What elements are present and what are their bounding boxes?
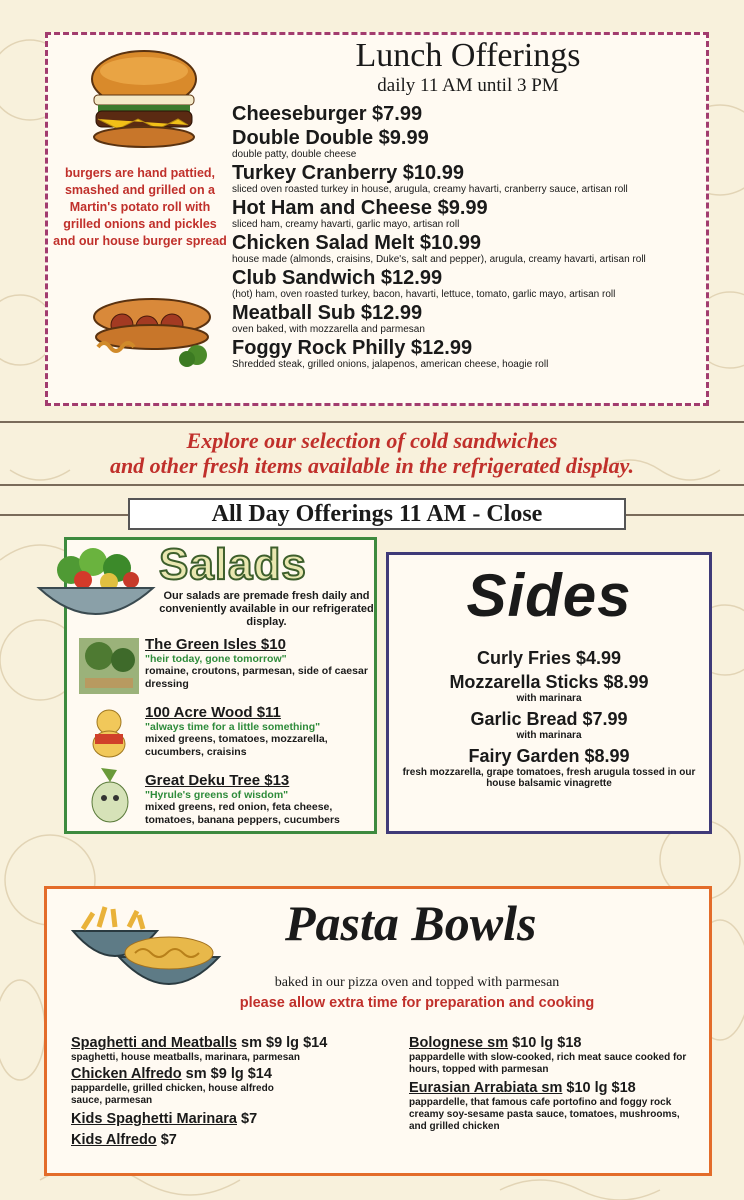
side-item: Garlic Bread $7.99 with marinara <box>470 709 628 741</box>
burger-note: burgers are hand pattied, smashed and grilled on a Martin's potato roll with grilled onions and pickles and our house burger spread <box>53 166 227 248</box>
pasta-item: Kids Spaghetti Marinara $7 <box>71 1111 258 1127</box>
pasta-bowls-panel <box>44 886 712 1176</box>
explore-line-1: Explore our selection of cold sandwiches <box>186 428 558 453</box>
salads-panel <box>64 537 377 834</box>
lunch-title: Lunch Offerings <box>355 37 581 74</box>
lunch-offerings-panel <box>45 32 709 406</box>
green-isles-illustration <box>79 638 139 694</box>
pasta-right-column <box>409 1035 689 1133</box>
salad-item: The Green Isles $10 "heir today, gone tomorrow" romaine, croutons, parmesan, side of caesar dressing <box>145 636 368 690</box>
meatball-sub-illustration <box>92 287 218 371</box>
side-item: Mozzarella Sticks $8.99 with marinara <box>449 672 649 704</box>
salad-bowl-illustration <box>31 540 161 630</box>
explore-line-2: and other fresh items available in the refrigerated display. <box>109 453 635 478</box>
pasta-title: Pasta Bowls <box>285 895 537 951</box>
lunch-item: Cheeseburger $7.99 <box>232 103 423 125</box>
sides-list <box>389 647 709 789</box>
pasta-left-column <box>71 1035 371 1149</box>
allday-header: All Day Offerings 11 AM - Close <box>128 498 626 530</box>
lunch-item: Chicken Salad Melt $10.99 house made (almonds, craisins, Duke's, salt and pepper), arugula, creamy havarti, artisan roll <box>232 232 646 265</box>
lunch-item: Foggy Rock Philly $12.99 Shredded steak, grilled onions, jalapenos, american cheese, hoagie roll <box>232 337 549 370</box>
winnie-the-pooh-icon <box>85 706 133 758</box>
korok-icon <box>87 766 133 826</box>
cheeseburger-illustration <box>86 49 202 149</box>
pasta-subtitle: baked in our pizza oven and topped with parmesan <box>274 975 560 990</box>
pasta-warning: please allow extra time for preparation and cooking <box>239 995 595 1011</box>
lunch-hours: daily 11 AM until 3 PM <box>377 75 559 96</box>
pasta-item: Kids Alfredo $7 <box>71 1132 177 1148</box>
lunch-item: Double Double $9.99 double patty, double cheese <box>232 127 429 160</box>
salads-title: Salads <box>159 540 307 589</box>
pasta-item: Eurasian Arrabiata sm $10 lg $18 pappardelle, that famous cafe portofino and foggy rock creamy soy-sesame pasta sauce, tomatoes, mushrooms, and grilled chicken <box>409 1080 680 1132</box>
salads-description: Our salads are premade fresh daily and conveniently available in our refrigerated display. <box>159 590 374 628</box>
sides-title: Sides <box>466 562 632 629</box>
side-item: Curly Fries $4.99 <box>476 648 622 668</box>
pasta-item: Chicken Alfredo sm $9 lg $14 pappardelle, grilled chicken, house alfredo sauce, parmesan <box>71 1066 274 1106</box>
lunch-item: Hot Ham and Cheese $9.99 sliced ham, creamy havarti, garlic mayo, artisan roll <box>232 197 488 230</box>
section-divider <box>0 421 744 423</box>
pasta-item: Spaghetti and Meatballs sm $9 lg $14 spaghetti, house meatballs, marinara, parmesan <box>71 1035 328 1063</box>
salad-item: Great Deku Tree $13 "Hyrule's greens of wisdom" mixed greens, red onion, feta cheese, tomatoes, banana peppers, cucumbers <box>145 772 340 826</box>
section-divider <box>0 484 744 486</box>
lunch-item: Meatball Sub $12.99 oven baked, with mozzarella and parmesan <box>232 302 425 335</box>
lunch-item: Turkey Cranberry $10.99 sliced oven roasted turkey in house, arugula, creamy havarti, cranberry sauce, artisan roll <box>232 162 628 195</box>
lunch-item: Club Sandwich $12.99 (hot) ham, oven roasted turkey, bacon, havarti, lettuce, tomato, garlic mayo, artisan roll <box>232 267 616 300</box>
pasta-bowls-illustration <box>69 901 229 1001</box>
sides-panel <box>386 552 712 834</box>
side-item: Fairy Garden $8.99 fresh mozzarella, grape tomatoes, fresh arugula tossed in our house balsamic vinagrette <box>402 746 696 789</box>
explore-banner <box>0 428 744 478</box>
salad-item: 100 Acre Wood $11 "always time for a little something" mixed greens, tomatoes, mozzarella, cucumbers, craisins <box>145 704 328 758</box>
lunch-item-list <box>232 103 702 372</box>
pasta-item: Bolognese sm $10 lg $18 pappardelle with slow-cooked, rich meat sauce cooked for hours, topped with parmesan <box>409 1035 687 1075</box>
